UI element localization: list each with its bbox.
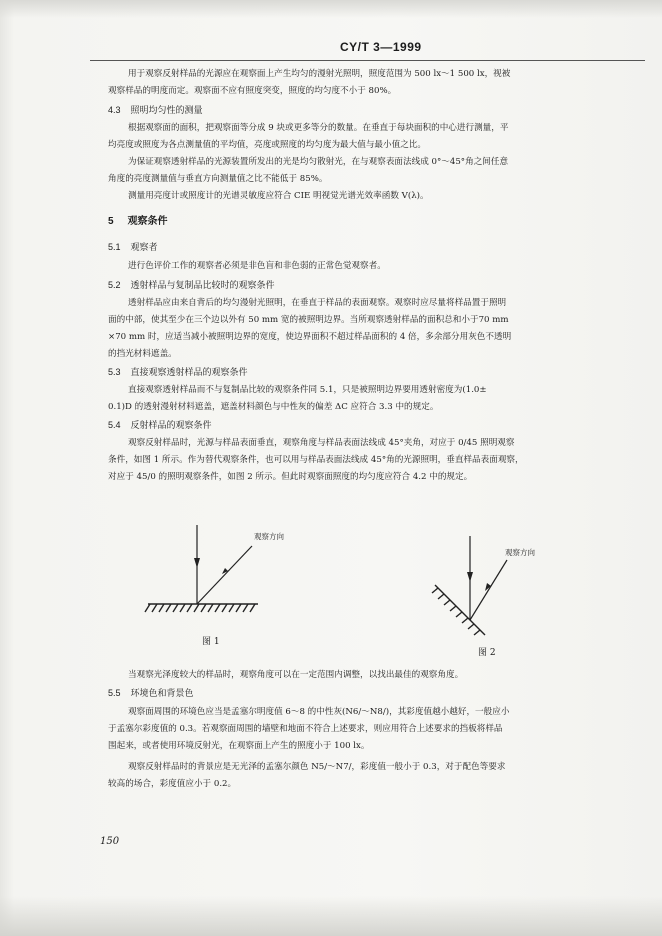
paragraph-line: 进行色评价工作的观察者必须是非色盲和非色弱的正常色觉观察者。 [128, 261, 386, 271]
section-heading-5-3 [108, 365, 248, 380]
viewing-ray [197, 546, 252, 604]
figure-2-caption: 图 2 [478, 648, 496, 658]
page-number: 150 [100, 836, 120, 847]
standard-code-header: CY/T 3—1999 [340, 40, 422, 54]
section-heading-5 [108, 215, 168, 229]
paragraph-line: 较高的场合，彩度值应小于 0.2。 [108, 779, 237, 789]
scan-shadow-top [0, 0, 662, 18]
view-direction-label: 观察方向 [505, 548, 535, 557]
paragraph-line: 当观察光泽度较大的样品时，观察角度可以在一定范围内调整，以找出最佳的观察角度。 [128, 670, 464, 680]
paragraph-line: 观察反射样品时，光源与样品表面垂直，观察角度与样品表面法线成 45°夹角，对应于 0/45 照明观察 [128, 438, 515, 448]
paragraph-line: 透射样品应由来自背后的均匀漫射光照明，在垂直于样品的表面观察。观察时应尽量将样品置于照明 [128, 298, 507, 308]
paragraph-line: 于孟塞尔彩度值的 0.3。若观察面周围的墙壁和地面不符合上述要求，则应用符合上述要求的挡板将样品 [108, 724, 503, 734]
figure-1-diagram [140, 520, 310, 620]
view-direction-label: 观察方向 [254, 532, 284, 541]
paragraph-line: 观察反射样品时的背景应是无光泽的孟塞尔颜色 N5/～N7/，彩度值一般小于 0.3，对于配色等要求 [128, 762, 506, 772]
scan-shadow-bottom [0, 896, 662, 936]
section-heading-5-4 [108, 418, 212, 433]
figure-1-caption: 图 1 [202, 637, 220, 647]
section-number: 5.5 [108, 688, 121, 698]
section-number: 5.3 [108, 367, 121, 377]
paragraph-line: 为保证观察透射样品的光源装置所发出的光是均匀散射光，在与观察表面法线成 0°～45°角之间任意 [128, 157, 509, 167]
section-number: 5.1 [108, 242, 121, 252]
section-title: 反射样品的观察条件 [130, 421, 212, 431]
section-number: 5.4 [108, 420, 121, 430]
section-title: 透射样品与复制品比较时的观察条件 [130, 281, 275, 291]
section-title: 照明均匀性的测量 [130, 106, 203, 116]
paragraph-line: 的挡光材料遮盖。 [108, 349, 177, 359]
section-heading-5-1 [108, 240, 158, 255]
surface-hatching [432, 588, 480, 635]
section-title: 直接观察透射样品的观察条件 [130, 368, 248, 378]
paragraph-line: 均亮度或照度为各点测量值的平均值，亮度或照度的均匀度为最大值与最小值之比。 [108, 140, 426, 150]
section-title: 环境色和背景色 [130, 689, 194, 699]
paragraph-line: 用于观察反射样品的光源应在观察面上产生均匀的漫射光照明，照度范围为 500 lx～1 500 lx，视被 [128, 69, 511, 79]
paragraph-line: 测量用亮度计或照度计的光谱灵敏度应符合 CIE 明视觉光谱光效率函数 V(λ)。 [128, 191, 429, 201]
paragraph-line: 角度的亮度测量值与垂直方向测量值之比不能低于 85%。 [108, 174, 328, 184]
section-number: 5 [108, 216, 114, 227]
section-heading-4-3 [108, 103, 203, 118]
section-number: 4.3 [108, 105, 121, 115]
paragraph-line: 0.1)D 的透射漫射材料遮盖，遮盖材料颜色与中性灰的偏差 ΔC 应符合 3.3 中的规定。 [108, 402, 439, 412]
paragraph-line: ×70 mm 时，应适当减小被照明边界的宽度，使边界面积不超过样品面积的 4 倍，多余部分用灰色不透明 [108, 332, 512, 342]
figure-2-diagram [425, 530, 560, 640]
section-heading-5-2 [108, 278, 275, 293]
section-number: 5.2 [108, 280, 121, 290]
paragraph-line: 条件，如图 1 所示。作为替代观察条件，也可以用与样品表面法线成 45°角的光源照明，垂直样品表面观察， [108, 455, 524, 465]
paragraph-line: 面的中部，使其至少在三个边以外有 50 mm 宽的被照明边界。当所观察透射样品的面积总和小于70 mm [108, 315, 509, 325]
arrow-head-down [467, 572, 473, 582]
arrow-head-down [194, 558, 200, 568]
paragraph-line: 观察样品的明度而定。观察面不应有照度突变，照度的均匀度不小于 80%。 [108, 86, 397, 96]
paragraph-line: 观察面周围的环境色应当是孟塞尔明度值 6～8 的中性灰(N6/～N8/)，其彩度值越小越好，一般应小 [128, 707, 510, 717]
inclined-sample-surface [435, 585, 485, 635]
section-title: 观察条件 [127, 216, 168, 227]
section-heading-5-5 [108, 686, 194, 701]
paragraph-line: 根据观察面的面积，把观察面等分成 9 块或更多等分的数量。在垂直于每块面积的中心进行测量，平 [128, 123, 509, 133]
header-rule [90, 60, 645, 61]
oblique-ray [470, 560, 507, 620]
paragraph-line: 围起来，或者使用环境反射光，在观察面上产生的照度小于 100 lx。 [108, 741, 370, 751]
surface-hatching [145, 604, 255, 612]
paragraph-line: 直接观察透射样品而不与复制品比较的观察条件同 5.1，只是被照明边界要用透射密度为(1.0± [128, 385, 487, 395]
section-title: 观察者 [130, 243, 158, 253]
paragraph-line: 对应于 45/0 的照明观察条件，如图 2 所示。但此时观察面照度的均匀度应符合 4.2 中的规定。 [108, 472, 473, 482]
